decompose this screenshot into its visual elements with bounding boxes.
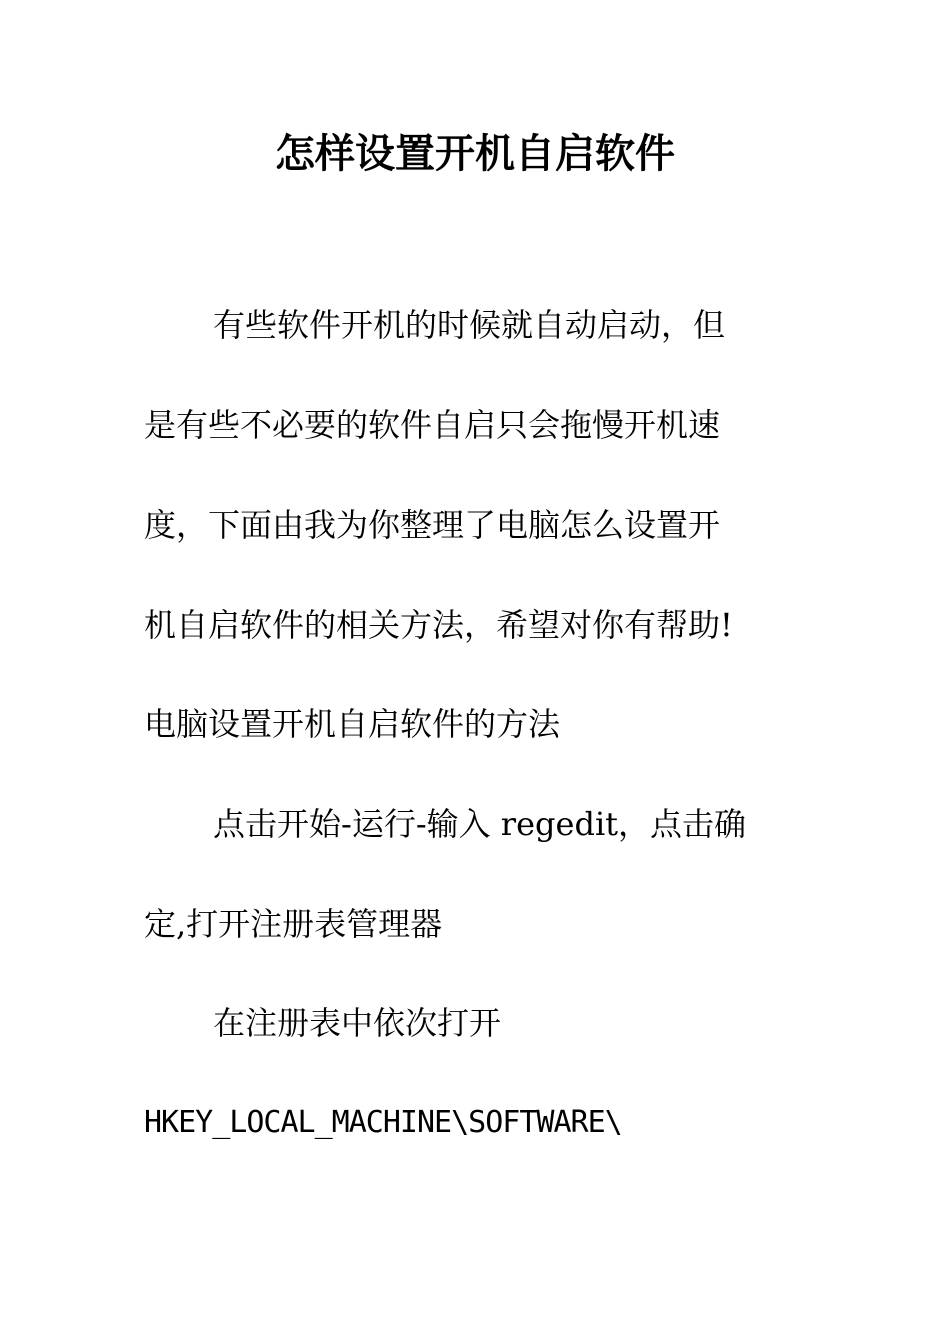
paragraph-line: 在注册表中依次打开 xyxy=(213,1004,502,1042)
paragraph-line: 度，下面由我为你整理了电脑怎么设置开 xyxy=(144,506,721,544)
paragraph-line: 定,打开注册表管理器 xyxy=(144,905,443,943)
document-title: 怎样设置开机自启软件 xyxy=(275,130,675,177)
paragraph-line: 点击开始-运行-输入 regedit，点击确 xyxy=(213,805,747,843)
paragraph-line: 是有些不必要的软件自启只会拖慢开机速 xyxy=(144,406,721,444)
section-heading: 电脑设置开机自启软件的方法 xyxy=(144,705,561,743)
paragraph-line: 机自启软件的相关方法，希望对你有帮助! xyxy=(144,606,733,644)
paragraph-line: 有些软件开机的时候就自动启动，但 xyxy=(213,306,726,344)
registry-path-line: HKEY_LOCAL_MACHINE\SOFTWARE\ xyxy=(144,1105,622,1140)
